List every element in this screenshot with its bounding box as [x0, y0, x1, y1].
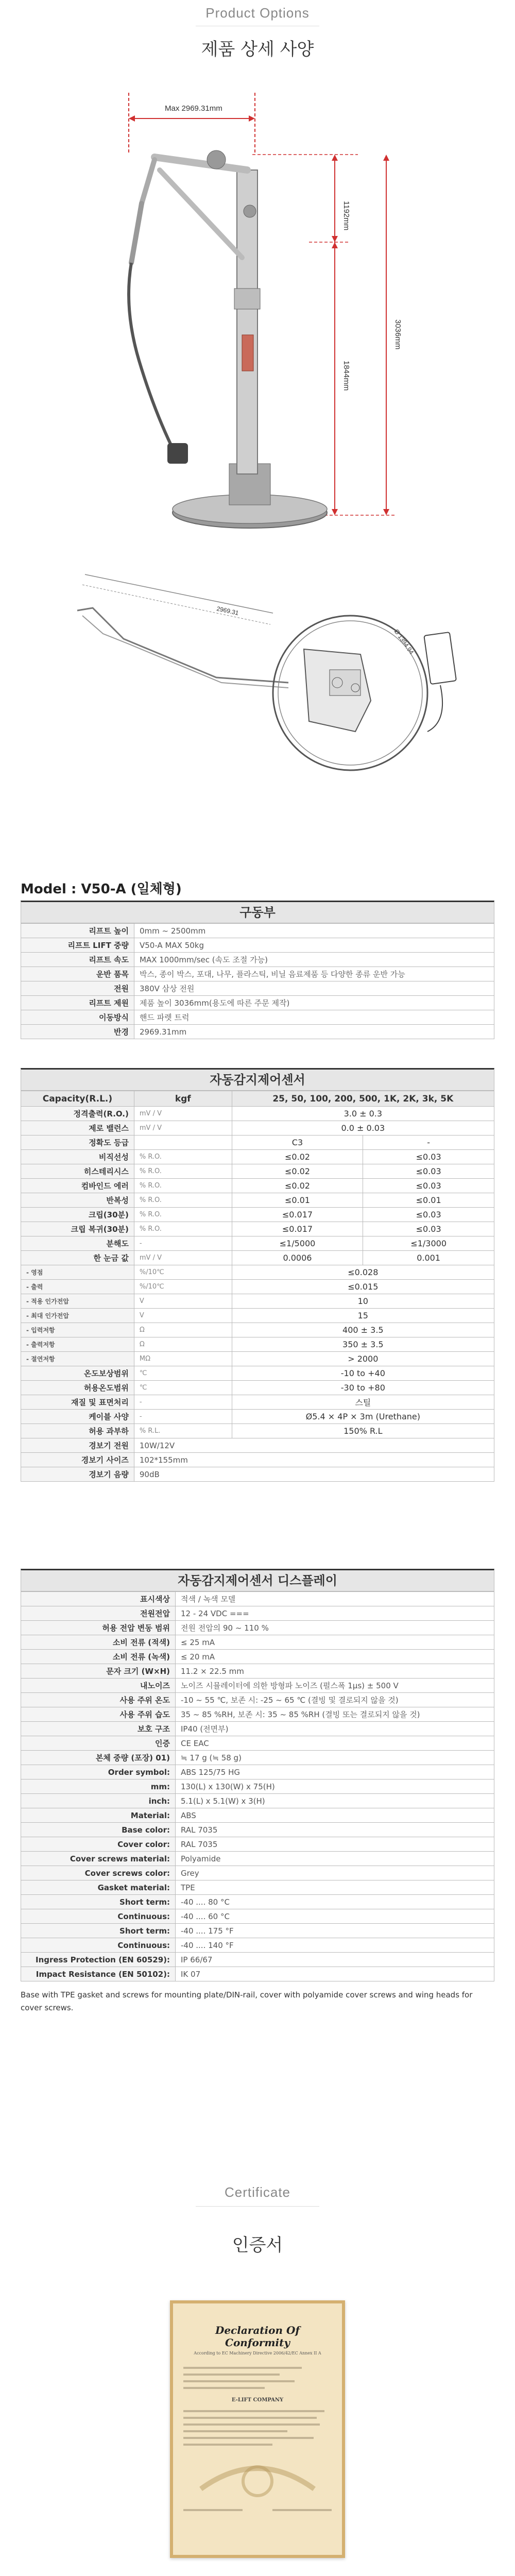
sensor-row-label: 케이블 사양 — [21, 1410, 134, 1424]
sensor-row-value-b: ≤0.03 — [363, 1164, 494, 1179]
display-row — [21, 1679, 494, 1693]
display-table-title: 자동감지제어센서 디스플레이 — [21, 1569, 494, 1591]
display-row-value: -40 .... 60 °C — [176, 1909, 494, 1924]
display-row-label: 표시색상 — [21, 1592, 176, 1606]
display-row-value: RAL 7035 — [176, 1837, 494, 1852]
display-row-label: mm: — [21, 1780, 176, 1794]
display-row — [21, 1592, 494, 1606]
sensor-row-unit: MΩ — [134, 1352, 232, 1366]
certificate-title-ko: 인증서 — [232, 2235, 283, 2256]
display-row — [21, 1924, 494, 1938]
sensor-row-label: 정확도 등급 — [21, 1136, 134, 1150]
drive-row-label: 반경 — [21, 1025, 134, 1039]
divider — [196, 2206, 319, 2207]
plan-dim-2-label: Ø 1394.94 — [392, 628, 416, 656]
sensor-row-label: 재질 및 표면처리 — [21, 1395, 134, 1410]
sensor-row — [21, 1309, 494, 1323]
sensor-row-label: - 출력저항 — [21, 1337, 134, 1352]
sensor-row-value-b: ≤0.01 — [363, 1193, 494, 1208]
sensor-row-unit: V — [134, 1309, 232, 1323]
display-row-value: ≤ 20 mA — [176, 1650, 494, 1664]
sensor-extra-label: 경보기 음량 — [21, 1467, 134, 1482]
display-row-value: 11.2 × 22.5 mm — [176, 1664, 494, 1679]
sensor-row-value-a: C3 — [232, 1136, 363, 1150]
sensor-row-label: - 영점 — [21, 1265, 134, 1280]
display-row-value: 12 - 24 VDC === — [176, 1606, 494, 1621]
sensor-row — [21, 1222, 494, 1236]
sensor-row-unit: Ω — [134, 1323, 232, 1337]
drive-row — [21, 981, 494, 996]
certificate-company: E-LIFT COMPANY — [231, 2397, 284, 2403]
dim-1844-label: 1844mm — [342, 361, 351, 391]
certificate-doc-title: Declaration Of Conformity — [215, 2324, 300, 2349]
sensor-row-value: 400 ± 3.5 — [232, 1323, 494, 1337]
sensor-row-unit: ℃ — [134, 1381, 232, 1395]
dim-max-width-label: Max 2969.31mm — [165, 104, 222, 113]
sensor-row — [21, 1136, 494, 1150]
display-row-value: 130(L) x 130(W) x 75(H) — [176, 1780, 494, 1794]
sensor-row-value-b: ≤0.03 — [363, 1179, 494, 1193]
display-row-value: -10 ~ 55 ℃, 보존 시: -25 ~ 65 ℃ (결빙 및 결로되지 않을 것) — [176, 1693, 494, 1707]
display-row-label: 소비 전류 (녹색) — [21, 1650, 176, 1664]
sensor-row-unit: % R.O. — [134, 1193, 232, 1208]
sensor-row-unit: ℃ — [134, 1366, 232, 1381]
sensor-row-label: - 입력저항 — [21, 1323, 134, 1337]
sensor-row-unit: mV / V — [134, 1121, 232, 1136]
sensor-row-label: 히스테리시스 — [21, 1164, 134, 1179]
display-row-label: Base color: — [21, 1823, 176, 1837]
display-row — [21, 1866, 494, 1880]
display-row-value: RAL 7035 — [176, 1823, 494, 1837]
sensor-extra-value: 10W/12V — [134, 1438, 494, 1453]
display-row — [21, 1909, 494, 1924]
drive-row-value: 380V 삼상 전원 — [134, 981, 494, 996]
drive-row-label: 전원 — [21, 981, 134, 996]
display-row — [21, 1895, 494, 1909]
sensor-row-value: 15 — [232, 1309, 494, 1323]
display-row-label: inch: — [21, 1794, 176, 1808]
sensor-row-label: 허용온도범위 — [21, 1381, 134, 1395]
display-row — [21, 1606, 494, 1621]
display-row-value: Polyamide — [176, 1852, 494, 1866]
dim-1192-label: 1192mm — [342, 201, 351, 231]
display-row-value: 적색 / 녹색 모델 — [176, 1592, 494, 1606]
display-row-value: -40 .... 175 °F — [176, 1924, 494, 1938]
sensor-row-unit: %/10℃ — [134, 1265, 232, 1280]
sensor-extra-row — [21, 1467, 494, 1482]
sensor-extra-value: 102*155mm — [134, 1453, 494, 1467]
sensor-row-value-a: ≤0.02 — [232, 1150, 363, 1164]
sensor-header-unit: kgf — [134, 1091, 232, 1107]
display-row-label: Material: — [21, 1808, 176, 1823]
sensor-row-unit: V — [134, 1294, 232, 1309]
drive-spec-table — [21, 901, 494, 1039]
sensor-spec-table — [21, 1068, 494, 1482]
certificate-seal-watermark — [191, 2453, 324, 2499]
sensor-row-label: 비직선성 — [21, 1150, 134, 1164]
display-row-value: 5.1(L) x 5.1(W) x 3(H) — [176, 1794, 494, 1808]
lift-elevation-drawing — [0, 93, 515, 546]
certificate-document — [170, 2300, 345, 2558]
drive-row — [21, 1025, 494, 1039]
sensor-row-value: -10 to +40 — [232, 1366, 494, 1381]
sensor-row-value-a: ≤0.017 — [232, 1208, 363, 1222]
display-spec-table — [21, 1569, 494, 2014]
sensor-row-label: - 최대 인가전압 — [21, 1309, 134, 1323]
display-row — [21, 1707, 494, 1722]
sensor-row — [21, 1193, 494, 1208]
display-row — [21, 1664, 494, 1679]
drive-row-label: 운반 품목 — [21, 967, 134, 981]
certificate-doc-sub: According to EC Machinery Directive 2006/42/EC Annex II A — [194, 2351, 321, 2355]
display-row — [21, 1852, 494, 1866]
sensor-row-unit: - — [134, 1410, 232, 1424]
display-row-value: ≤ 25 mA — [176, 1635, 494, 1650]
lift-plan-drawing — [0, 567, 515, 783]
display-row-label: Short term: — [21, 1895, 176, 1909]
sensor-row-label: 한 눈금 값 — [21, 1251, 134, 1265]
sensor-row — [21, 1280, 494, 1294]
drive-row — [21, 996, 494, 1010]
sensor-row — [21, 1352, 494, 1366]
sensor-row-value: 350 ± 3.5 — [232, 1337, 494, 1352]
sensor-row-unit: mV / V — [134, 1107, 232, 1121]
display-row-value: -40 .... 140 °F — [176, 1938, 494, 1953]
drive-row-value: 박스, 종이 박스, 포대, 나무, 플라스틱, 비닐 음료제품 등 다양한 종류 운반 가능 — [134, 967, 494, 981]
drive-row-value: V50-A MAX 50kg — [134, 938, 494, 953]
sensor-row-value-a: ≤0.02 — [232, 1164, 363, 1179]
display-row-label: 사용 주위 습도 — [21, 1707, 176, 1722]
sensor-row — [21, 1323, 494, 1337]
display-row-value: IP40 (전면부) — [176, 1722, 494, 1736]
sensor-row-unit: - — [134, 1395, 232, 1410]
display-row — [21, 1621, 494, 1635]
drive-row-value: 2969.31mm — [134, 1025, 494, 1039]
display-row-label: 문자 크기 (W×H) — [21, 1664, 176, 1679]
drive-row-label: 이동방식 — [21, 1010, 134, 1025]
display-row — [21, 1736, 494, 1751]
sensor-row-label: - 출력 — [21, 1280, 134, 1294]
sensor-row-unit — [134, 1136, 232, 1150]
section-title-en: Product Options — [205, 5, 310, 21]
sensor-row-value-b: ≤0.03 — [363, 1222, 494, 1236]
display-row-value: -40 .... 80 °C — [176, 1895, 494, 1909]
sensor-row — [21, 1179, 494, 1193]
sensor-row — [21, 1410, 494, 1424]
sensor-row-label: 온도보상범위 — [21, 1366, 134, 1381]
sensor-row-value-a: ≤0.02 — [232, 1179, 363, 1193]
display-row-label: Continuous: — [21, 1909, 176, 1924]
sensor-extra-label: 경보기 사이즈 — [21, 1453, 134, 1467]
sensor-row-label: 허용 과부하 — [21, 1424, 134, 1438]
sensor-row-value-a: ≤0.017 — [232, 1222, 363, 1236]
display-row-value: CE EAC — [176, 1736, 494, 1751]
display-row-label: 보호 구조 — [21, 1722, 176, 1736]
display-row-value: ABS — [176, 1808, 494, 1823]
display-row-label: 본체 중량 (포장) 01) — [21, 1751, 176, 1765]
sensor-row-value: -30 to +80 — [232, 1381, 494, 1395]
sensor-row-value-a: ≤0.01 — [232, 1193, 363, 1208]
sensor-row — [21, 1107, 494, 1121]
display-row — [21, 1953, 494, 1967]
sensor-row-unit: % R.O. — [134, 1164, 232, 1179]
display-row-value: 35 ~ 85 %RH, 보존 시: 35 ~ 85 %RH (결빙 또는 결로되지 않을 것) — [176, 1707, 494, 1722]
drive-row-label: 리프트 제원 — [21, 996, 134, 1010]
sensor-row-unit: % R.O. — [134, 1150, 232, 1164]
dim-3036-label: 3036mm — [393, 319, 402, 350]
display-row-value: Grey — [176, 1866, 494, 1880]
sensor-header-capacity: Capacity(R.L.) — [21, 1091, 134, 1107]
sensor-row-value: 10 — [232, 1294, 494, 1309]
model-title: Model : V50-A (일체형) — [21, 882, 182, 897]
display-row — [21, 1751, 494, 1765]
sensor-row-unit: % R.O. — [134, 1179, 232, 1193]
display-row — [21, 1880, 494, 1895]
display-row-label: Ingress Protection (EN 60529): — [21, 1953, 176, 1967]
display-row-label: 소비 전류 (적색) — [21, 1635, 176, 1650]
sensor-row-label: 정격출력(R.O.) — [21, 1107, 134, 1121]
sensor-row-label: 분해도 — [21, 1236, 134, 1251]
display-row-label: 내노이즈 — [21, 1679, 176, 1693]
sensor-row — [21, 1164, 494, 1179]
drive-row — [21, 953, 494, 967]
sensor-header-range: 25, 50, 100, 200, 500, 1K, 2K, 3k, 5K — [232, 1091, 494, 1107]
sensor-row — [21, 1208, 494, 1222]
sensor-row — [21, 1381, 494, 1395]
display-row-value: IK 07 — [176, 1967, 494, 1981]
sensor-row-label: 제로 밸런스 — [21, 1121, 134, 1136]
display-row — [21, 1635, 494, 1650]
display-row — [21, 1693, 494, 1707]
sensor-extra-value: 90dB — [134, 1467, 494, 1482]
sensor-row-value-b: - — [363, 1136, 494, 1150]
display-row-label: Cover color: — [21, 1837, 176, 1852]
display-row — [21, 1765, 494, 1780]
sensor-row — [21, 1395, 494, 1410]
sensor-table-title: 자동감지제어센서 — [21, 1068, 494, 1091]
sensor-extra-row — [21, 1438, 494, 1453]
display-row-label: 인증 — [21, 1736, 176, 1751]
sensor-row-value: ≤0.015 — [232, 1280, 494, 1294]
display-row-label: Cover screws material: — [21, 1852, 176, 1866]
sensor-row-unit: Ω — [134, 1337, 232, 1352]
sensor-row-value-b: 0.001 — [363, 1251, 494, 1265]
sensor-row-label: - 절연저항 — [21, 1352, 134, 1366]
display-row-value: ≒ 17 g (≒ 58 g) — [176, 1751, 494, 1765]
display-row-label: 사용 주위 온도 — [21, 1693, 176, 1707]
plan-dim-1-label: 2969.31 — [216, 605, 239, 617]
sensor-row — [21, 1236, 494, 1251]
display-row — [21, 1967, 494, 1981]
drive-row — [21, 938, 494, 953]
sensor-row-unit: % R.O. — [134, 1222, 232, 1236]
display-row-value: 전원 전압의 90 ~ 110 % — [176, 1621, 494, 1635]
display-row-label: Continuous: — [21, 1938, 176, 1953]
lift-machine-illustration — [129, 150, 327, 528]
sensor-row-unit: % R.O. — [134, 1208, 232, 1222]
sensor-row-value: 0.0 ± 0.03 — [232, 1121, 494, 1136]
sensor-row-value-b: ≤1/3000 — [363, 1236, 494, 1251]
sensor-row-unit: %/10℃ — [134, 1280, 232, 1294]
display-row-label: Order symbol: — [21, 1765, 176, 1780]
display-row — [21, 1794, 494, 1808]
display-row — [21, 1780, 494, 1794]
section-title-ko: 제품 상세 사양 — [201, 39, 314, 60]
drive-row-value: 핸드 파렛 트럭 — [134, 1010, 494, 1025]
sensor-extra-label: 경보기 전원 — [21, 1438, 134, 1453]
sensor-row-value: > 2000 — [232, 1352, 494, 1366]
display-row-label: Gasket material: — [21, 1880, 176, 1895]
drive-row — [21, 924, 494, 938]
display-row — [21, 1722, 494, 1736]
sensor-row — [21, 1337, 494, 1352]
display-row-value: 노이즈 시뮬레이터에 의한 방형파 노이즈 (펄스폭 1μs) ± 500 V — [176, 1679, 494, 1693]
display-row-value: ABS 125/75 HG — [176, 1765, 494, 1780]
sensor-row — [21, 1366, 494, 1381]
display-row-label: Short term: — [21, 1924, 176, 1938]
sensor-row-label: 반복성 — [21, 1193, 134, 1208]
display-row-label: Cover screws color: — [21, 1866, 176, 1880]
sensor-row-value: 3.0 ± 0.3 — [232, 1107, 494, 1121]
sensor-row — [21, 1424, 494, 1438]
display-row-label: 전원전압 — [21, 1606, 176, 1621]
drive-table-title: 구동부 — [21, 901, 494, 923]
sensor-row-value: 스틸 — [232, 1395, 494, 1410]
drive-row-value: 제품 높이 3036mm(용도에 따른 주문 제작) — [134, 996, 494, 1010]
sensor-row-value: 150% R.L — [232, 1424, 494, 1438]
drive-row-value: MAX 1000mm/sec (속도 조절 가능) — [134, 953, 494, 967]
display-row — [21, 1808, 494, 1823]
display-row — [21, 1837, 494, 1852]
drive-row — [21, 1010, 494, 1025]
sensor-row-unit: mV / V — [134, 1251, 232, 1265]
sensor-row-value-a: ≤1/5000 — [232, 1236, 363, 1251]
display-row — [21, 1650, 494, 1664]
sensor-row-label: 크립(30분) — [21, 1208, 134, 1222]
display-note: Base with TPE gasket and screws for mounting plate/DIN-rail, cover with polyamide cover screws and wing heads for cover screws. — [21, 1990, 473, 2012]
display-row-value: TPE — [176, 1880, 494, 1895]
sensor-row — [21, 1121, 494, 1136]
display-row — [21, 1823, 494, 1837]
sensor-row — [21, 1294, 494, 1309]
drive-row — [21, 967, 494, 981]
sensor-extra-row — [21, 1453, 494, 1467]
display-row-label: 허용 전압 변동 범위 — [21, 1621, 176, 1635]
sensor-row-unit: - — [134, 1236, 232, 1251]
drive-row-label: 리프트 높이 — [21, 924, 134, 938]
sensor-row-value: Ø5.4 × 4P × 3m (Urethane) — [232, 1410, 494, 1424]
sensor-row — [21, 1150, 494, 1164]
sensor-row — [21, 1265, 494, 1280]
sensor-row-label: 크립 복귀(30분) — [21, 1222, 134, 1236]
sensor-row-label: 컴바인드 에러 — [21, 1179, 134, 1193]
certificate-title-en: Certificate — [224, 2184, 291, 2200]
drive-row-value: 0mm ~ 2500mm — [134, 924, 494, 938]
drive-row-label: 리프트 속도 — [21, 953, 134, 967]
drive-row-label: 리프트 LIFT 중량 — [21, 938, 134, 953]
sensor-row-value-b: ≤0.03 — [363, 1150, 494, 1164]
display-row — [21, 1938, 494, 1953]
sensor-row-value-a: 0.0006 — [232, 1251, 363, 1265]
display-row-label: Impact Resistance (EN 50102): — [21, 1967, 176, 1981]
sensor-row-value: ≤0.028 — [232, 1265, 494, 1280]
sensor-row-label: - 적용 인가전압 — [21, 1294, 134, 1309]
sensor-row-value-b: ≤0.03 — [363, 1208, 494, 1222]
sensor-row — [21, 1251, 494, 1265]
display-row-value: IP 66/67 — [176, 1953, 494, 1967]
sensor-row-unit: % R.L. — [134, 1424, 232, 1438]
